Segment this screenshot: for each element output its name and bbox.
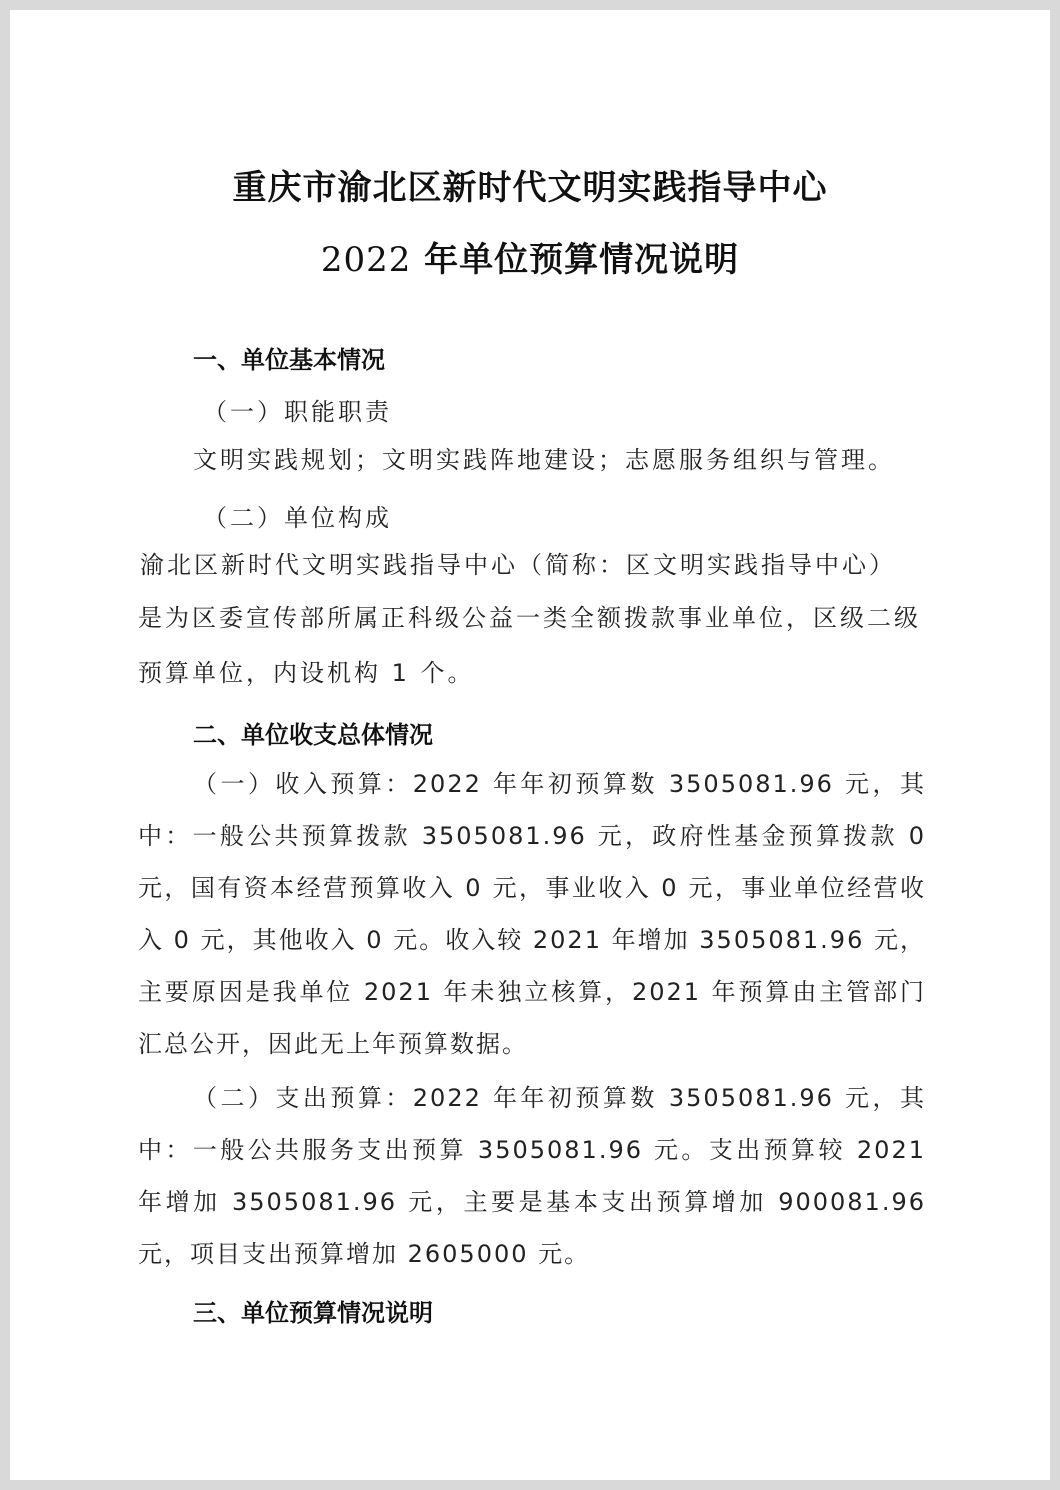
- duties-text: 文明实践规划；文明实践阵地建设；志愿服务组织与管理。: [193, 446, 895, 474]
- document-page: [10, 10, 1050, 1480]
- section-heading-budget-explanation: 三、单位预算情况说明: [193, 1299, 433, 1327]
- document-title-line1: 重庆市渝北区新时代文明实践指导中心: [232, 168, 828, 208]
- section-heading-revenue-expenditure: 二、单位收支总体情况: [193, 721, 433, 749]
- income-budget-paragraph: （一）收入预算：2022 年年初预算数 3505081.96 元，其中：一般公共预算拨款 3505081.96 元，政府性基金预算拨款 0 元，国有资本经营预算收入 0 元，事业收入 0 元，事业单位经营收入 0 元，其他收入 0 元。收入较 2021 年增加 3505081.96 元，主要原因是我单位 2021 年未独立核算，2021 年预算由主管部门汇总公开，因此无上年预算数据。: [138, 770, 926, 1058]
- section-heading-basic-info: 一、单位基本情况: [193, 346, 385, 374]
- subheading-duties: （一）职能职责: [203, 398, 392, 426]
- composition-line-3: 预算单位，内设机构 1 个。: [138, 659, 475, 687]
- composition-line-2: 是为区委宣传部所属正科级公益一类全额拨款事业单位，区级二级: [138, 604, 921, 632]
- document-title-line2: [10, 232, 1050, 281]
- expense-budget-paragraph: （二）支出预算：2022 年年初预算数 3505081.96 元，其中：一般公共服务支出预算 3505081.96 元。支出预算较 2021 年增加 3505081.96 元，主要是基本支出预算增加 900081.96 元，项目支出预算增加 2605000 元。: [138, 1084, 926, 1268]
- composition-line-1: 渝北区新时代文明实践指导中心（简称：区文明实践指导中心）: [140, 551, 896, 579]
- title-rest: 年单位预算情况说明: [411, 240, 740, 280]
- subheading-composition: （二）单位构成: [203, 504, 392, 532]
- title-year: 2022: [320, 240, 412, 280]
